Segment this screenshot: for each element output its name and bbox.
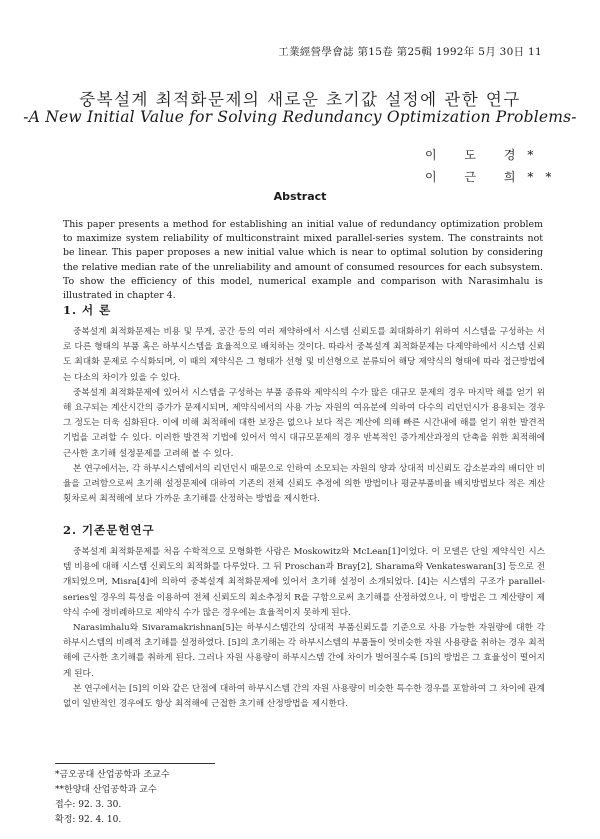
abstract-heading: Abstract xyxy=(273,190,327,203)
paragraph: 본 연구에서는, 각 하부시스템에서의 리던던시 때문으로 인하여 소모되는 자원의 양과 상대적 비신뢰도 감소분과의 배디안 비율을 고려함으로써 초기해 설정문제에 대하여 기존의 전체 신뢰도 추정에 의한 방법이나 평균부품비율 배치방법보다 적은 계산횟차로써 최적해에 보다 가까운 초기해를 산정하는 방법을 제시한다. xyxy=(63,463,545,505)
paragraph: Narasimhalu와 Sivaramakrishnan[5]는 하부시스템간의 상대적 부품신뢰도를 기준으로 사용 가능한 자원량에 대한 각 하부시스템의 비례적 초기해를 설정하였다. [5]의 초기해는 각 하부시스템의 부품들이 엇비슷한 자원 사용량을 취하는 경우 최적해에 근사한 초기해를 취하게 된다. 그러나 자원 사용량이 하부시스템 간에 차이가 벌어질수록 [5]의 방법은 그 효율성이 떨어지게 된다. xyxy=(63,623,545,679)
footnotes xyxy=(55,768,170,828)
footnote-divider xyxy=(55,763,215,764)
paragraph: 중복설계 최적화문제는 비용 및 무게, 공간 등의 여러 제약하에서 시스템 신뢰도를 최대화하기 위하여 시스템을 구성하는 서로 다른 형태의 부품 혹은 하부시스템을 효율적으로 배치하는 것이다. 따라서 중복설계 최적화문제는 다제약하에서 시스템 신뢰도 최대화 문제로 수식화되며, 이 때의 제약식은 그 형태가 선형 및 비선형으로 분류되어 해당 제약식의 형태에 따라 접근방법에는 다소의 차이가 있을 수 있다. xyxy=(63,327,545,383)
abstract-text: This paper presents a method for establishing an initial value of redundancy optimization problem to maximize system reliability of multiconstraint mixed parallel-series system. The constraints not be linear. This paper proposes a new initial value which is near to optimal solution by considering the relative median rate of the unreliability and amount of consumed resources for each subsystem. To show the efficiency of this model, numerical example and comparison with Narasimhalu is illustrated in chapter 4. xyxy=(63,219,543,302)
section-2-body xyxy=(63,545,545,712)
author-1: 이 도 경* xyxy=(425,148,546,162)
footnote-affiliation-2: **한양대 산업공학과 교수 xyxy=(55,785,157,795)
section-1-body xyxy=(63,325,545,507)
paragraph: 본 연구에서는 [5]의 이와 같은 단점에 대하여 하부시스템 간의 자원 사용량이 비슷한 특수한 경우를 포함하여 그 차이에 관계없이 일반적인 경우에도 항상 최적해에 근접한 초기해 산정방법을 제시한다. xyxy=(63,683,545,710)
paragraph: 중복설계 최적화문제를 처음 수학적으로 모형화한 사람은 Moskowitz와 McLean[1]이었다. 이 모델은 단일 제약식인 시스템 비용에 대해 시스템 신뢰도의 최적화를 다루었다. 그 뒤 Proschan과 Bray[2], Sharama와 Venkateswaran[3] 등으로 전개되었으며, Misra[4]에 의하여 중복설계 최적화문제에 있어서 초기해 설정이 소개되었다. [4]는 시스템의 구조가 parallel-series일 경우의 특성을 이용하여 전체 신뢰도의 최소추정치 R을 구함으로써 초기해를 산정하였으나, 이 방법은 그 계산량이 제약식 수에 정비례하므로 제약식 수가 많은 경우에는 효율적이지 못하게 된다. xyxy=(63,547,545,618)
paragraph: 중복설계 최적화문제에 있어서 시스템을 구성하는 부품 종류와 제약식의 수가 많은 대규모 문제의 경우 마지막 해를 얻기 위해 요구되는 계산시간의 증가가 문제시되며, 제약식에서의 사용 가능 자원의 여유분에 의하여 다수의 리던던시가 용용되는 경우 그 정도는 더욱 심화된다. 이에 비해 최적해에 대한 보장은 없으나 보다 적은 계산에 의해 빠른 시간내에 해를 얻기 위한 발견적 기법을 고려할 수 있다. 이러한 발견적 기법에 있어서 역시 대규모문제의 경우 반복적인 증가계산과정의 단축을 위한 최적해에 근사한 초기해 설정문제를 고려해 볼 수 있다. xyxy=(63,387,545,459)
author-2: 이 근 희** xyxy=(425,170,564,184)
title-korean: 중복설계 최적화문제의 새로운 초기값 설정에 관한 연구 xyxy=(79,90,521,109)
section-2-heading: 2. 기존문헌연구 xyxy=(63,523,155,537)
accepted-date: 확정: 92. 4. 10. xyxy=(55,815,122,825)
section-1-heading: 1. 서 론 xyxy=(63,303,112,317)
footnote-affiliation-1: *금오공대 산업공학과 조교수 xyxy=(55,770,170,780)
author-block xyxy=(425,144,563,188)
title-english: -A New Initial Value for Solving Redundancy Optimization Problems- xyxy=(23,108,577,126)
running-head: 工業經營學會誌 第15卷 第25輯 1992年 5月 30日 11 xyxy=(278,46,542,58)
received-date: 접수: 92. 3. 30. xyxy=(55,800,122,810)
